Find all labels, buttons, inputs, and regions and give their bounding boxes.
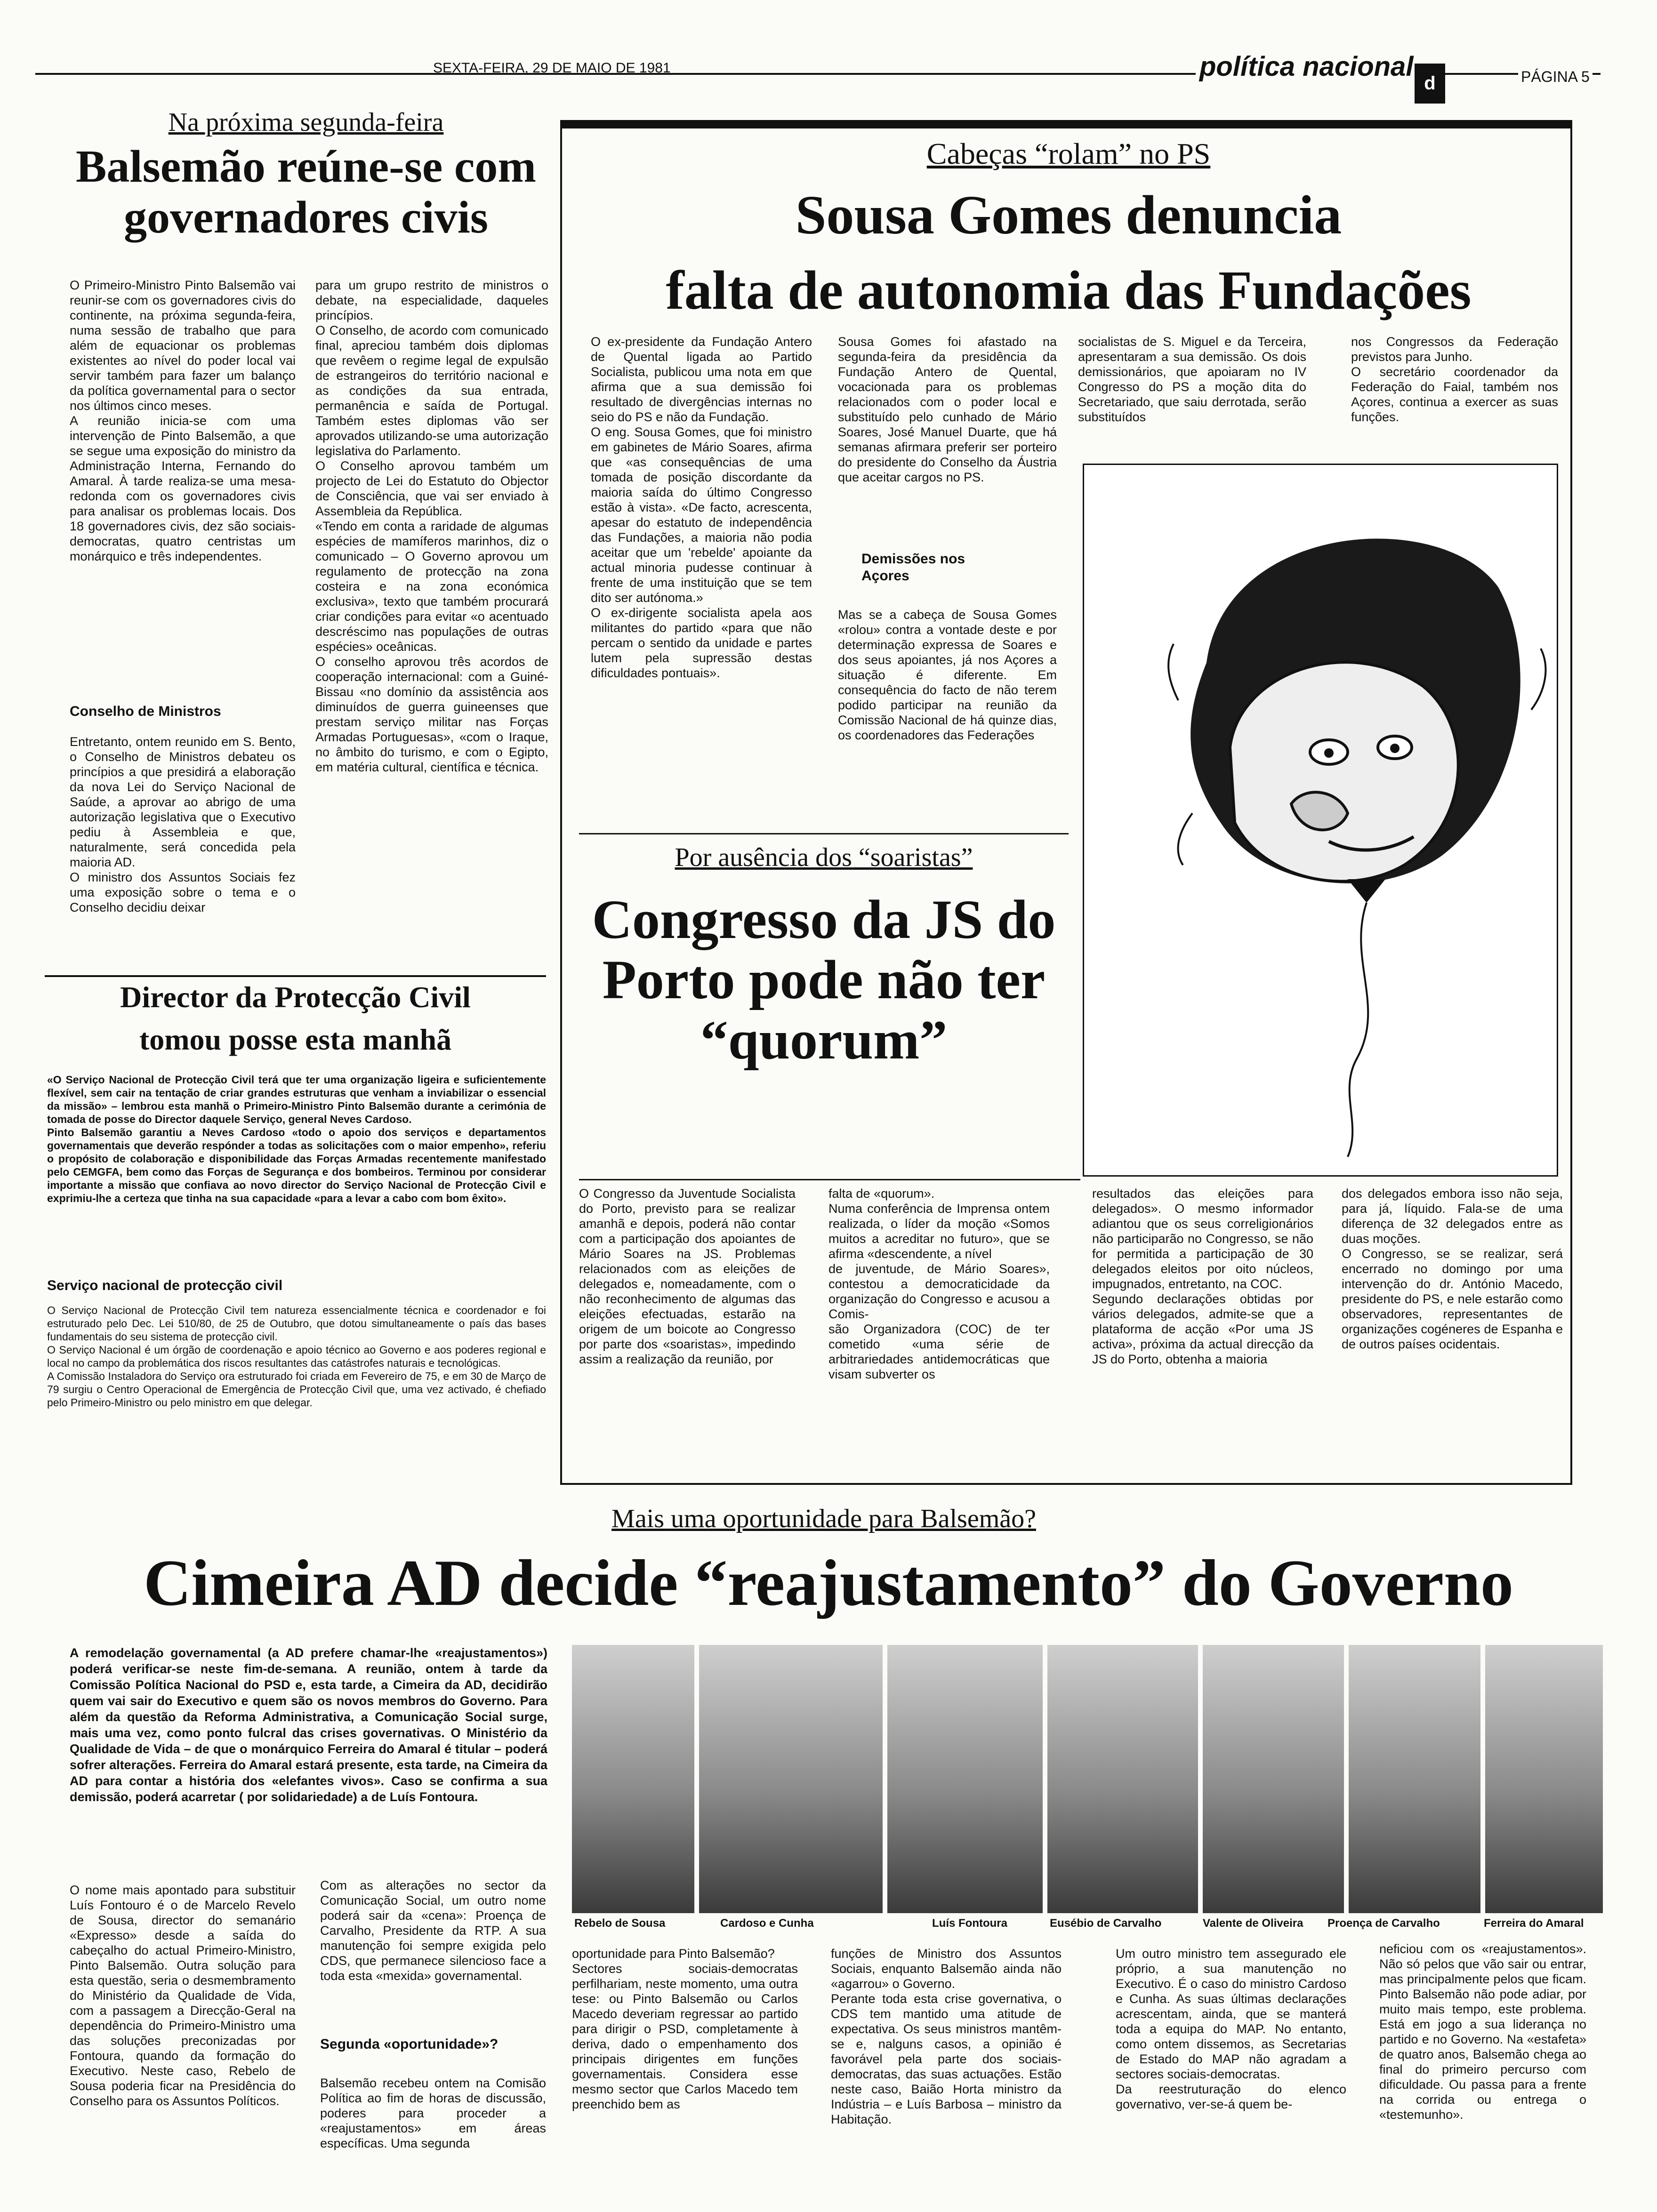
section-title: política nacional bbox=[1196, 51, 1417, 82]
balloon-head-drawing bbox=[1084, 465, 1557, 1175]
ps-col2: Sousa Gomes foi afastado na segunda-feira da presidência da Fundação Antero de Quental, vocacionada para os problemas relacionados com o poder local e substituído pelo cunhado de Mário Soares, José Manuel Duarte, que há semanas afirmara preferir ser porteiro do presidente do Conselho da Áustria que aceitar cargos no PS. bbox=[838, 335, 1057, 484]
caricature-illustration bbox=[1083, 464, 1558, 1177]
photo-eusebio-de-carvalho bbox=[1047, 1645, 1198, 1913]
js-headline: Congresso da JS do Porto pode não ter “quorum” bbox=[592, 889, 1056, 1071]
photo-caption: Rebelo de Sousa bbox=[574, 1917, 666, 1930]
cimeira-col1: O nome mais apontado para substituir Luís Fontouro é o de Marcelo Revelo de Sousa, director do semanário «Expresso» desde a saída do cabeçalho do actual Primeiro-Ministro, Pinto Balsemão. Outra solução para esta questão, seria o desmembramento do Ministério da Qualidade de Vida, com a passagem a Direcção-Geral na dependência do Primeiro-Ministro uma das soluções preconizadas por Fontoura, quando da formação do Executivo. Neste caso, Rebelo de Sousa poderia ficar na Presidência do Conselho para os Assuntos Políticos. bbox=[70, 1883, 296, 2108]
ps-headline-2: falta de autonomia das Fundações bbox=[666, 259, 1472, 321]
ps-headline-1: Sousa Gomes denuncia bbox=[795, 184, 1342, 246]
cimeira-col4: funções de Ministro dos Assuntos Sociais, enquanto Balsemão ainda não «agarrou» o Governo. Perante toda esta crise governativa, o CDS tem mantido uma atitude de expectativa. Os seus ministros mantêm-se e, nalguns casos, a opinião é favorável pela parte dos sociais-democratas, das suas actuações. Estão neste caso, Baião Horta ministro da Indústria – e Luís Barbosa – ministro da Habitação. bbox=[831, 1947, 1062, 2126]
civil-subhead: Serviço nacional de protecção civil bbox=[47, 1278, 283, 1293]
ps-col2b: Mas se a cabeça de Sousa Gomes «rolou» contra a vontade deste e por determinação expressa de Soares e dos seus apoiantes, já nos Açores a situação é diferente. Em consequência do facto de não terem podido participar na reunião da Comissão Nacional de há quinze dias, os coordenadores das Federações bbox=[838, 608, 1057, 742]
photo-caption: Luís Fontoura bbox=[932, 1917, 1007, 1930]
photo-caption: Proença de Carvalho bbox=[1327, 1917, 1440, 1930]
photo-luis-fontoura bbox=[887, 1645, 1043, 1913]
photo-valente-de-oliveira bbox=[1203, 1645, 1344, 1913]
photo-caption: Eusébio de Carvalho bbox=[1050, 1917, 1162, 1930]
civil-lead: «O Serviço Nacional de Protecção Civil terá que ter uma organização ligeira e suficientemente flexível, sem cair na tentação de criar grandes estruturas que venham a inviabilizar o essencial da missão» – lembrou esta manhã o Primeiro-Ministro Pinto Balsemão durante a cerimónia de tomada de posse do Director daquele Serviço, general Neves Cardoso. Pinto Balsemão garantiu a Neves Cardoso «todo o apoio dos serviços e departamentos governamentais que deverão respónder a todas as solicitações com o maior empenho», referiu o propósito de colaboração e disponibilidade das Forças Armadas recentemente manifestado pelo CEMGFA, bem como das Forças de Segurança e dos bombeiros. Terminou por considerar importante a missão que confiava ao novo director do Serviço Nacional de Protecção Civil e exprimiu-lhe a certeza que tinha na sua capacidade «para a levar a cabo com bom êxito». bbox=[47, 1074, 546, 1204]
cimeira-subhead: Segunda «oportunidade»? bbox=[320, 2036, 499, 2052]
cimeira-kicker: Mais uma oportunidade para Balsemão? bbox=[611, 1504, 1036, 1533]
js-col2: falta de «quorum». Numa conferência de Imprensa ontem realizada, o líder da moção «Somos muitos a acreditar no futuro», que se afirma «descendente, a nível de juventude, de Mário Soares», contestou a democraticidade da organização do Congresso e acusou a Comis- são Organizadora (COC) de ter cometido «uma série de arbitrariedades antidemocráticas que visam subverter os bbox=[828, 1186, 1050, 1381]
civil-headline-2: tomou posse esta manhã bbox=[139, 1023, 452, 1056]
balsemao-headline: Balsemão reúne-se com governadores civis bbox=[76, 141, 536, 243]
ps-subhead: Demissões nos Açores bbox=[861, 551, 965, 584]
civil-headline-1: Director da Protecção Civil bbox=[120, 980, 471, 1014]
js-kicker: Por ausência dos “soaristas” bbox=[675, 843, 973, 872]
balsemao-col1b: Entretanto, ontem reunido em S. Bento, o Conselho de Ministros debateu os princípios a que presidirá a elaboração da nova Lei do Serviço Nacional de Saúde, a aprovar ao abrigo de uma autorização legislativa que o Executivo pediu à Assembleia e que, naturalmente, será concedida pela maioria AD. O ministro dos Assuntos Sociais fez uma exposição sobre o tema e o Conselho decidiu deixar bbox=[70, 735, 296, 914]
photo-rebelo-de-sousa bbox=[572, 1645, 694, 1913]
civil-top-rule bbox=[45, 975, 546, 977]
photo-ferreira-do-amaral bbox=[1485, 1645, 1603, 1913]
balsemao-subhead: Conselho de Ministros bbox=[70, 704, 221, 719]
js-body-rule bbox=[579, 1179, 1080, 1180]
js-col3: resultados das eleições para delegados». O mesmo informador adiantou que os seus correligionários não participarão no Congresso, se não for permitida a participação de 30 delegados eleitos por oito núcleos, impugnados, entretanto, na COC. Segundo declarações obtidas por vários delegados, admite-se que a plataforma de acção «Por uma JS activa», próxima da actual direcção da JS do Porto, obtenha a maioria bbox=[1092, 1186, 1313, 1366]
balsemao-kicker: Na próxima segunda-feira bbox=[168, 108, 444, 137]
masthead-date: SEXTA-FEIRA, 29 DE MAIO DE 1981 bbox=[433, 60, 671, 76]
photo-proenca-de-carvalho bbox=[1349, 1645, 1480, 1913]
cimeira-col2: Com as alterações no sector da Comunicação Social, um outro nome poderá sair da «cena»: Proença de Carvalho, Presidente da RTP. A sua manutenção foi sempre exigida pelo CDS, que permanece silencioso face a toda esta «mexida» governamental. bbox=[320, 1878, 546, 1983]
cimeira-col2b: Balsemão recebeu ontem na Comisão Política ao fim de horas de discussão, poderes para proceder a «reajustamentos» em áreas específicas. Uma segunda bbox=[320, 2076, 546, 2150]
page-number: PÁGINA 5 bbox=[1518, 68, 1593, 86]
js-col1: O Congresso da Juventude Socialista do Porto, previsto para se realizar amanhã e depois, poderá não contar com a participação dos apoiantes de Mário Soares na JS. Problemas relacionados com as eleições de delegados e, nomeadamente, com o não reconhecimento de algumas das eleições efectuadas, estarão na origem de um boicote ao Congresso por parte dos «soaristas», impedindo assim a realização da reunião, por bbox=[579, 1186, 796, 1366]
ps-col4: nos Congressos da Federação previstos para Junho. O secretário coordenador da Federação do Faial, também nos Açores, continua a exercer as suas funções. bbox=[1351, 335, 1558, 424]
cimeira-col3: oportunidade para Pinto Balsemão? Sectores sociais-democratas perfilhariam, neste momento, uma outra tese: ou Pinto Balsemão ou Carlos Macedo deveriam regressar ao partido para dirigir o PSD, completamente à deriva, dado o empenhamento dos principais dirigentes em funções governamentais. Considera esse mesmo sector que Carlos Macedo tem preenchido bem as bbox=[572, 1947, 798, 2111]
section-logo-icon: d bbox=[1415, 64, 1445, 104]
js-top-rule bbox=[579, 833, 1069, 834]
cimeira-col6: neficiou com os «reajustamentos». Não só pelos que vão sair ou entrar, mas principalmente pelos que ficam. Pinto Balsemão não pode adiar, por muito mais tempo, este problema. Está em jogo a sua liderança no partido e no Governo. Na «estafeta» de quatro anos, Balsemão chega ao final do primeiro percurso com dificuldade. Ou passa para a frente na corrida ou entrega o «testemunho». bbox=[1379, 1942, 1586, 2122]
balsemao-col2: para um grupo restrito de ministros o debate, na especialidade, daqueles princípios. O Conselho, de acordo com comunicado final, apreciou também dois diplomas que revêem o regime legal de expulsão de estrangeiros do território nacional e as condições da sua entrada, permanência e saída de Portugal. Também estes diplomas vão ser aprovados utilizando-se uma autorização legislativa do Parlamento. O Conselho aprovou também um projecto de Lei do Estatuto do Objector de Consciência, que vai ser enviado à Assembleia da República. «Tendo em conta a raridade de algumas espécies de mamíferos marinhos, diz o comunicado – O Governo aprovou um regulamento de protecção na zona costeira e na zona económica exclusiva», texto que também procurará criar condições para evitar «o acentuado descréscimo nas populações de outras espécies» oceânicas. O conselho aprovou três acordos de cooperação internacional: com a Guiné-Bissau «no domínio da assistência aos diminuídos de guerra guineenses que prestam serviço militar nas Forças Armadas Portuguesas», «com o Iraque, no âmbito do turismo, e com o Egipto, em matéria cultural, científica e técnica. bbox=[315, 278, 548, 774]
cimeira-col5: Um outro ministro tem assegurado ele próprio, a sua manutenção no Executivo. É o caso do ministro Cardoso e Cunha. As suas últimas declarações acrescentam, ainda, que se manterá toda a equipa do MAP. No entanto, como ontem dissemos, as Secretarias de Estado do MAP não agradam a sectores sociais-democratas. Da reestruturação do elenco governativo, ver-se-á quem be- bbox=[1116, 1947, 1346, 2111]
civil-body: O Serviço Nacional de Protecção Civil tem natureza essencialmente técnica e coordenador e foi estruturado pelo Dec. Lei 510/80, de 25 de Outubro, que dotou simultaneamente o país das bases fundamentais do seu sistema de protecção civil. O Serviço Nacional é um órgão de coordenação e apoio técnico ao Governo e aos poderes regional e local no campo da problemática dos riscos resultantes das catástrofes naturais e tecnológicas. A Comissão Instaladora do Serviço ora estruturado foi criada em Fevereiro de 75, e em 30 de Março de 79 surgiu o Centro Operacional de Emergência de Protecção Civil que, uma vez activado, é chefiado pelo Primeiro-Ministro ou pelo ministro em que delegar. bbox=[47, 1304, 546, 1409]
photo-caption: Valente de Oliveira bbox=[1203, 1917, 1303, 1930]
ps-col1: O ex-presidente da Fundação Antero de Quental ligada ao Partido Socialista, publicou uma nota em que afirma que a sua demissão foi resultado de divergências internas no seio do PS e não da Fundação. O eng. Sousa Gomes, que foi ministro em gabinetes de Mário Soares, afirma que «as consequências de uma tomada de posição discordante da maioria saída do último Congresso estão à vista». «De facto, acrescenta, apesar do estatuto de independência das Fundações, a maioria não podia aceitar que um 'rebelde' apoiante da actual minoria pudesse continuar à frente de uma instituição que se tem dito ser autónoma.» O ex-dirigente socialista apela aos militantes do partido «para que não percam o sentido da unidade e partes lutem pela supressão destas dificuldades pontuais». bbox=[591, 335, 812, 680]
photo-caption: Cardoso e Cunha bbox=[720, 1917, 814, 1930]
js-col4: dos delegados embora isso não seja, para já, líquido. Fala-se de uma diferença de 32 delegados entre as duas moções. O Congresso, se se realizar, será encerrado no domingo por uma intervenção do dr. António Macedo, presidente do PS, e nele estarão como observadores, representantes de organizações cogéneres de Espanha e de outros países ocidentais. bbox=[1342, 1186, 1563, 1351]
photo-strip bbox=[555, 1645, 1610, 1932]
photo-caption: Ferreira do Amaral bbox=[1484, 1917, 1584, 1930]
cimeira-headline: Cimeira AD decide “reajustamento” do Governo bbox=[144, 1547, 1513, 1619]
cimeira-lead: A remodelação governamental (a AD prefere chamar-lhe «reajustamentos») poderá verificar-se neste fim-de-semana. A reunião, ontem à tarde da Comissão Política Nacional do PSD e, esta tarde, a Cimeira da AD, decidirão quem vai sair do Executivo e quem são os novos membros do Governo. Para além da questão da Reforma Administrativa, a Comunicação Social surge, mais uma vez, como ponto fulcral das crises governativas. O Ministério da Qualidade de Vida – de que o monárquico Ferreira do Amaral é titular – poderá sofrer alterações. Ferreira do Amaral estará presente, esta tarde, na Cimeira da AD para contar a história dos «elefantes vivos». Caso se confirma a sua demissão, poderá acarretar ( por solidariedade) a de Luís Fontoura. bbox=[70, 1646, 547, 1804]
ps-col3: socialistas de S. Miguel e da Terceira, apresentaram a sua demissão. Os dois demissionários, que apoiaram no IV Congresso do PS a moção dita do Secretariado, que saiu derrotada, serão substituídos bbox=[1078, 335, 1306, 424]
photo-cardoso-e-cunha bbox=[699, 1645, 883, 1913]
balsemao-col1: O Primeiro-Ministro Pinto Balsemão vai reunir-se com os governadores civis do continente, na próxima segunda-feira, numa sessão de trabalho que para além de equacionar os problemas existentes ao nível do poder local vai servir também para fazer um balanço da política governamental para o sector nos últimos cinco meses. A reunião inicia-se com uma intervenção de Pinto Balsemão, a que se segue uma exposição do ministro da Administração Interna, Fernando do Amaral. À tarde realiza-se uma mesa-redonda com os governadores civis para analisar os problemas locais. Dos 18 governadores civis, dez são sociais-democratas, quatro centristas um monárquico e três independentes. bbox=[70, 278, 296, 563]
ps-kicker: Cabeças “rolam” no PS bbox=[926, 137, 1211, 170]
